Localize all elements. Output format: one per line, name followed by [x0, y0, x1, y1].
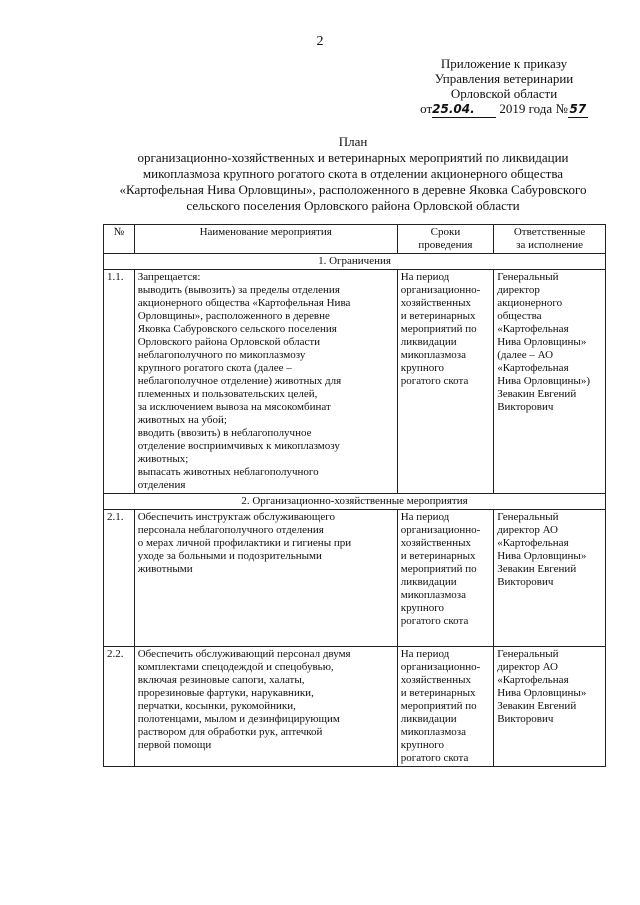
cell-line: крупного	[400, 362, 444, 374]
cell-line: животных на убой;	[137, 414, 227, 426]
cell-line: неблагополучное отделение) животных для	[137, 375, 342, 387]
row-num: 2.1.	[104, 510, 135, 647]
cell-line: хозяйственных	[400, 297, 471, 309]
cell-line: персонала неблагополучного отделения	[137, 524, 324, 536]
cell-line: Зевакин Евгений	[497, 700, 577, 712]
cell-line: мероприятий по	[400, 323, 477, 335]
cell-line: за исключением вывоза на мясокомбинат	[137, 401, 331, 413]
approval-line-1: Приложение к приказу	[440, 56, 568, 71]
approval-block	[404, 56, 604, 118]
cell-line: директор АО	[497, 524, 559, 536]
title-line: организационно-хозяйственных и ветеринарных мероприятий по ликвидации	[137, 150, 569, 165]
cell-line: Нива Орловщины»	[497, 336, 587, 348]
title-line: «Картофельная Нива Орловщины», расположенного в деревне Яковка Сабуровского	[119, 182, 587, 197]
handwritten-number: 57	[569, 102, 587, 116]
table-row	[104, 270, 606, 494]
cell-line: Обеспечить обслуживающий персонал двумя	[137, 648, 351, 660]
cell-line: животными	[137, 563, 193, 575]
row-measure	[134, 510, 397, 647]
cell-line: и ветеринарных	[400, 550, 476, 562]
cell-line: отделение восприимчивых к микоплазмозу	[137, 440, 340, 452]
header-num: №	[104, 225, 135, 254]
title-line: микоплазмоза крупного рогатого скота в отделении акционерного общества	[142, 166, 564, 181]
cell-line: (далее – АО	[497, 349, 554, 361]
cell-line: акционерного общества «Картофельная Нива	[137, 297, 351, 309]
cell-line: вводить (ввозить) в неблагополучное	[137, 427, 312, 439]
cell-line: перчатки, косынки, рукомойники,	[137, 700, 296, 712]
cell-line: Орловского района Орловской области	[137, 336, 321, 348]
cell-line: включая резиновые сапоги, халаты,	[137, 674, 305, 686]
cell-line: о мерах личной профилактики и гигиены при	[137, 537, 352, 549]
cell-line: рогатого скота	[400, 375, 469, 387]
cell-line: На период	[400, 511, 450, 523]
cell-line: Викторович	[497, 401, 554, 413]
cell-line: отделения	[137, 479, 186, 491]
approval-date-line	[404, 101, 604, 118]
handwritten-date: 25.04.	[432, 102, 475, 116]
row-measure	[134, 270, 397, 494]
cell-line: «Картофельная	[497, 674, 569, 686]
cell-line: мероприятий по	[400, 563, 477, 575]
cell-line: микоплазмоза	[400, 349, 467, 361]
row-responsible	[494, 647, 606, 767]
cell-line: акционерного	[497, 297, 563, 309]
row-term	[397, 510, 493, 647]
row-num: 1.1.	[104, 270, 135, 494]
cell-line: Викторович	[497, 576, 554, 588]
cell-line: мероприятий по	[400, 700, 477, 712]
cell-line: Генеральный	[497, 511, 559, 523]
cell-line: Викторович	[497, 713, 554, 725]
table-header-row	[104, 225, 606, 254]
cell-line: выпасать животных неблагополучного	[137, 466, 319, 478]
row-responsible	[494, 270, 606, 494]
cell-line: полотенцами, мылом и дезинфицирующим	[137, 713, 340, 725]
cell-line: Генеральный	[497, 648, 559, 660]
date-prefix: от	[420, 101, 433, 116]
cell-line: Нива Орловщины»	[497, 550, 587, 562]
cell-line: Генеральный	[497, 271, 559, 283]
cell-line: Зевакин Евгений	[497, 388, 577, 400]
year-text: 2019 года №	[499, 101, 568, 116]
cell-line: организационно-	[400, 284, 481, 296]
row-responsible	[494, 510, 606, 647]
cell-line: и ветеринарных	[400, 687, 476, 699]
row-term	[397, 647, 493, 767]
document-title	[108, 134, 598, 214]
cell-line: неблагополучного по микоплазмозу	[137, 349, 306, 361]
cell-line: первой помощи	[137, 739, 212, 751]
cell-line: Зевакин Евгений	[497, 563, 577, 575]
title-heading: План	[338, 134, 368, 149]
cell-line: общества	[497, 310, 542, 322]
cell-line: рогатого скота	[400, 752, 469, 764]
cell-line: Яковка Сабуровского сельского поселения	[137, 323, 337, 335]
cell-line: крупного	[400, 602, 444, 614]
cell-line: Нива Орловщины»	[497, 687, 587, 699]
cell-line: прорезиновые фартуки, нарукавники,	[137, 687, 314, 699]
section-row	[104, 494, 606, 510]
cell-line: «Картофельная	[497, 323, 569, 335]
cell-line: раствором для обработки рук, аптечкой	[137, 726, 323, 738]
table-row	[104, 647, 606, 767]
cell-line: ликвидации	[400, 576, 457, 588]
row-num: 2.2.	[104, 647, 135, 767]
cell-line: Обеспечить инструктаж обслуживающего	[137, 511, 335, 523]
cell-line: Запрещается:	[137, 271, 201, 283]
cell-line: уходе за больными и подозрительными	[137, 550, 322, 562]
title-line: сельского поселения Орловского района Орловской области	[186, 198, 520, 213]
cell-line: На период	[400, 648, 450, 660]
page-number: 2	[316, 34, 324, 49]
approval-line-2: Управления ветеринарии	[434, 71, 574, 86]
cell-line: директор	[497, 284, 540, 296]
cell-line: организационно-	[400, 661, 481, 673]
cell-line: организационно-	[400, 524, 481, 536]
cell-line: ликвидации	[400, 336, 457, 348]
section-row	[104, 254, 606, 270]
measures-table	[103, 224, 606, 767]
cell-line: хозяйственных	[400, 537, 471, 549]
cell-line: хозяйственных	[400, 674, 471, 686]
cell-line: племенных и пользовательских целей,	[137, 388, 318, 400]
cell-line: Орловщины», расположенного в деревне	[137, 310, 330, 322]
cell-line: На период	[400, 271, 450, 283]
header-term: Сроки проведения	[397, 225, 493, 254]
cell-line: комплектами спецодеждой и спецобувью,	[137, 661, 334, 673]
table-row	[104, 510, 606, 647]
cell-line: крупного рогатого скота (далее –	[137, 362, 292, 374]
cell-line: ликвидации	[400, 713, 457, 725]
cell-line: рогатого скота	[400, 615, 469, 627]
header-responsible: Ответственные за исполнение	[494, 225, 606, 254]
cell-line: крупного	[400, 739, 444, 751]
cell-line: «Картофельная	[497, 362, 569, 374]
section-title: 1. Ограничения	[104, 254, 606, 270]
cell-line: животных;	[137, 453, 189, 465]
cell-line: и ветеринарных	[400, 310, 476, 322]
approval-line-3: Орловской области	[450, 86, 558, 101]
header-name: Наименование мероприятия	[134, 225, 397, 254]
cell-line: директор АО	[497, 661, 559, 673]
row-term	[397, 270, 493, 494]
section-title: 2. Организационно-хозяйственные мероприятия	[104, 494, 606, 510]
row-measure	[134, 647, 397, 767]
cell-line: микоплазмоза	[400, 589, 467, 601]
cell-line: Нива Орловщины»)	[497, 375, 590, 387]
cell-line: выводить (вывозить) за пределы отделения	[137, 284, 340, 296]
cell-line: микоплазмоза	[400, 726, 467, 738]
cell-line: «Картофельная	[497, 537, 569, 549]
